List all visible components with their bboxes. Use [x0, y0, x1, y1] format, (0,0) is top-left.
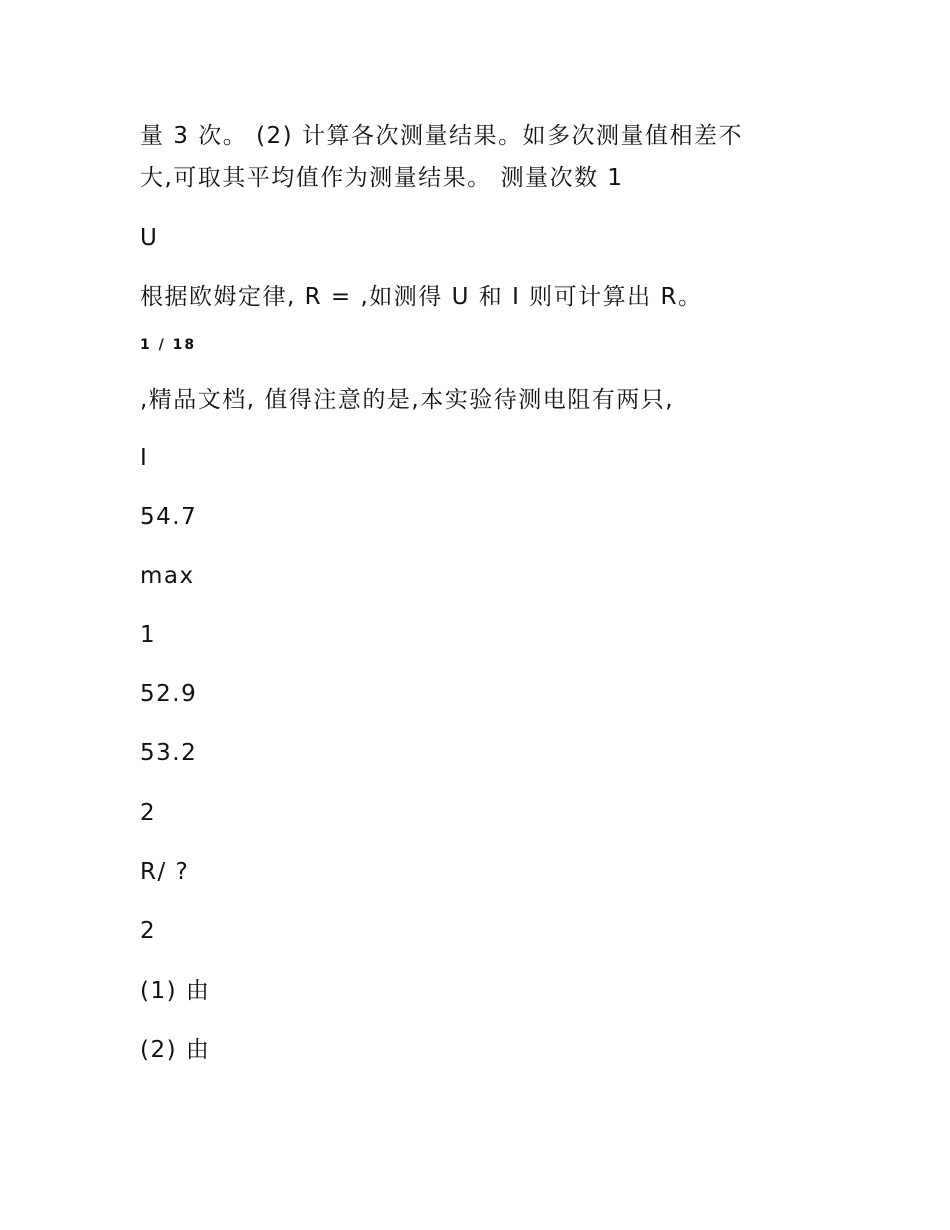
text-line: 2: [140, 918, 157, 944]
text-line: R/ ?: [140, 859, 190, 885]
text-line: 大,可取其平均值作为测量结果。 测量次数 1: [140, 165, 624, 191]
text-line: 52.9: [140, 681, 198, 707]
text-line: (1) 由: [140, 978, 211, 1004]
text-line: (2) 由: [140, 1037, 211, 1063]
text-line: I: [140, 445, 149, 471]
page-number: 1 / 18: [140, 337, 197, 353]
text-line: U: [140, 225, 159, 251]
text-line: 54.7: [140, 504, 198, 530]
text-line: 2: [140, 800, 157, 826]
text-line: 根据欧姆定律, R = ,如测得 U 和 I 则可计算出 R。: [140, 284, 703, 310]
text-line: 量 3 次。 (2) 计算各次测量结果。如多次测量值相差不: [140, 123, 743, 149]
text-line: ,精品文档, 值得注意的是,本实验待测电阻有两只,: [140, 387, 675, 413]
text-line: 53.2: [140, 740, 198, 766]
text-line: max: [140, 563, 195, 589]
text-line: 1: [140, 622, 157, 648]
